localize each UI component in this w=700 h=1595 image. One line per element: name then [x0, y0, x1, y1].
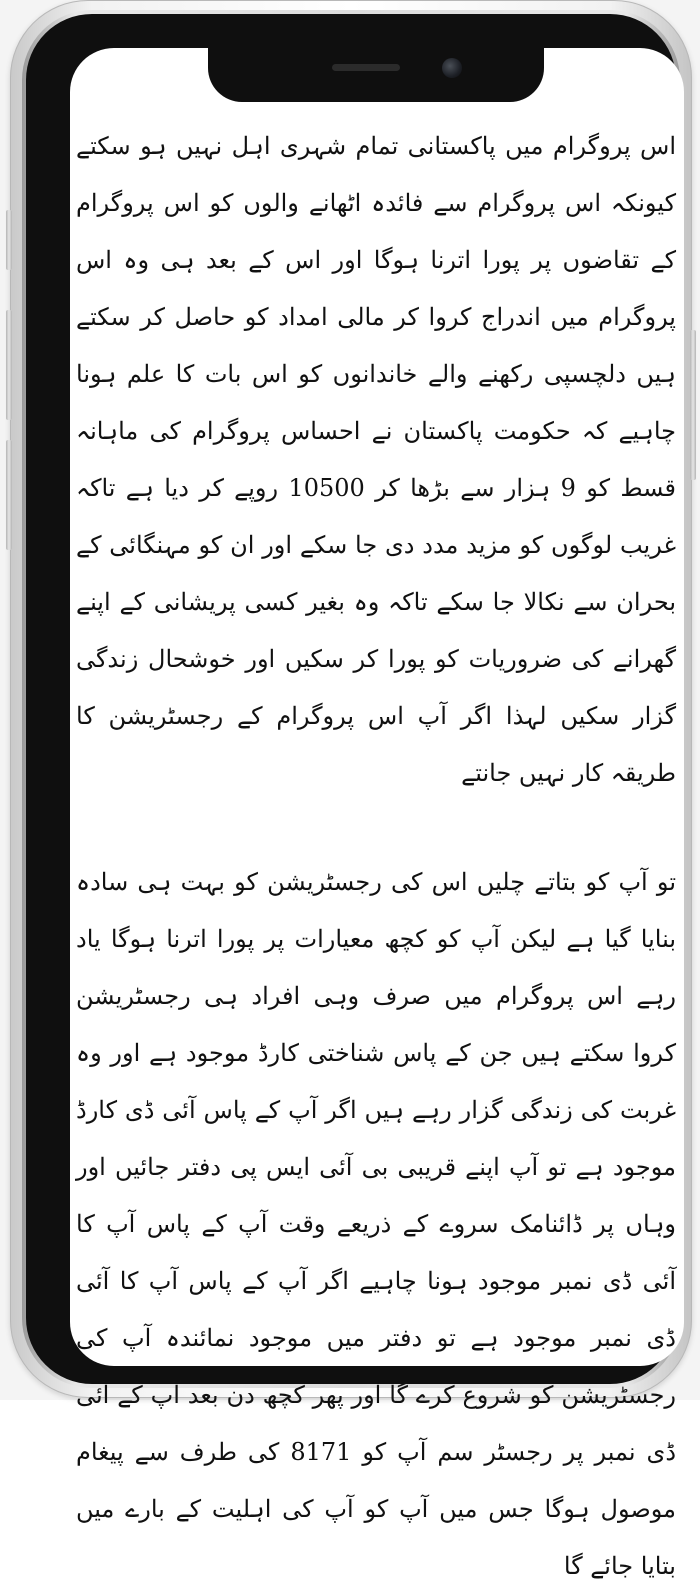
- phone-screen: [70, 48, 684, 1580]
- volume-up-button: [6, 310, 12, 420]
- paragraph-spacer: [76, 802, 676, 854]
- article-body: [76, 118, 676, 1595]
- phone-bezel: [26, 14, 677, 1580]
- power-button: [690, 330, 696, 480]
- front-camera-icon: [442, 58, 462, 78]
- mute-switch: [6, 210, 12, 270]
- article-paragraph-1: اس پروگرام میں پاکستانی تمام شہری اہل نہیں ہو سکتے کیونکہ اس پروگرام سے فائدہ اٹھانے والوں کو اس پروگرام کے تقاضوں پر پورا اترنا ہوگا اور اس کے بعد ہی وہ اس پروگرام میں اندراج کروا کر مالی امداد کو حاصل کر سکتے ہیں دلچسپی رکھنے والے خاندانوں کو اس بات کا علم ہونا چاہیے کہ حکومت پاکستان نے احساس پروگرام کی ماہانہ قسط کو 9 ہزار سے بڑھا کر 10500 روپے کر دیا ہے تاکہ غریب لوگوں کو مزید مدد دی جا سکے اور ان کو مہنگائی کے بحران سے نکالا جا سکے تاکہ وہ بغیر کسی پریشانی کے اپنے گھرانے کی ضروریات کو پورا کر سکیں اور خوشحال زندگی گزار سکیں لہذا اگر آپ اس پروگرام کے رجسٹریشن کا طریقہ کار نہیں جانتے: [76, 132, 677, 787]
- volume-down-button: [6, 440, 12, 550]
- speaker-grille: [332, 64, 400, 71]
- article-paragraph-2: تو آپ کو بتاتے چلیں اس کی رجسٹریشن کو بہت ہی سادہ بنایا گیا ہے لیکن آپ کو کچھ معیارات پر پورا اترنا ہوگا یاد رہے اس پروگرام میں صرف وہی افراد ہی رجسٹریشن کروا سکتے ہیں جن کے پاس شناختی کارڈ موجود ہے اور وہ غربت کی زندگی گزار رہے ہیں اگر آپ کے پاس آئی ڈی کارڈ موجود ہے تو آپ اپنے قریبی بی آئی ایس پی دفتر جائیں اور وہاں پر ڈائنامک سروے کے ذریعے وقت آپ کے پاس آپ کا آئی ڈی نمبر موجود ہونا چاہیے اگر آپ کے پاس آپ کا آئی ڈی نمبر موجود ہے تو دفتر میں موجود نمائندہ آپ کی رجسٹریشن کو شروع کرے گا اور پھر کچھ دن بعد آپ کے آئی ڈی نمبر پر رجسٹر سم آپ کو 8171 کی طرف سے پیغام موصول ہوگا جس میں آپ کو آپ کی اہلیت کے بارے میں بتایا جائے گا: [76, 868, 677, 1580]
